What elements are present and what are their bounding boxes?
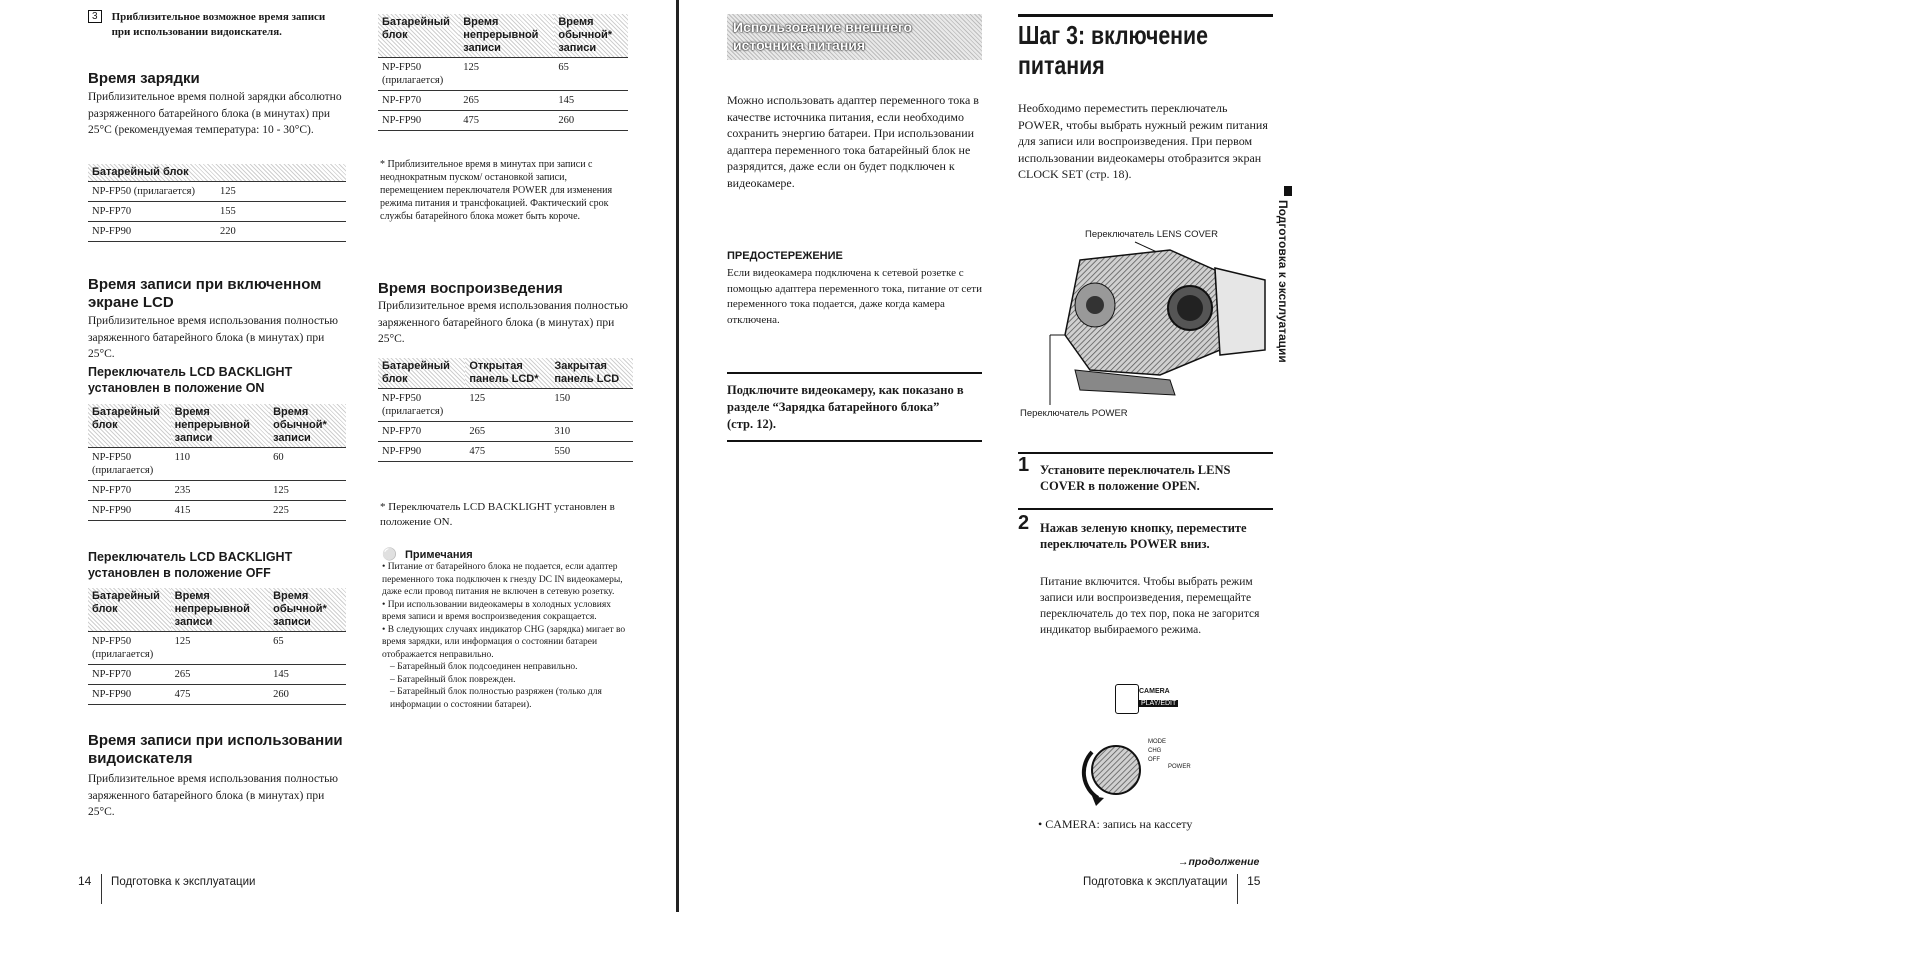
- mode-indicator-illustration: [1115, 684, 1195, 718]
- page-gutter: [676, 0, 679, 912]
- step3-text: Необходимо переместить переключатель POWER, чтобы выбрать нужный режим питания для записи или воспроизведения. При первом использовании видеокамеры отобразится экран CLOCK SET (стр. 18).: [1018, 101, 1268, 181]
- divider: [727, 372, 982, 374]
- table-row: NP-FP90 475 260: [378, 111, 628, 131]
- table-row: NP-FP50 (прилагается) 110 60: [88, 448, 346, 481]
- power-dial-illustration: [1078, 732, 1153, 807]
- right-footer-text: Подготовка к эксплуатации: [1083, 876, 1228, 888]
- lamp-icon: [1115, 684, 1139, 714]
- viewfinder-heading: Время записи при использовании видоискателя: [88, 732, 343, 767]
- table-row: NP-FP70 265 145: [88, 665, 346, 685]
- left-footer-text: Подготовка к эксплуатации: [111, 876, 256, 888]
- connect-text: Подключите видеокамеру, как показано в разделе “Зарядка батарейного блока” (стр. 12).: [727, 383, 964, 431]
- lcd-text: Приблизительное время использования полностью заряженного батарейного блока (в минутах) при 25°C.: [88, 315, 338, 360]
- mode-label: MODE: [1148, 739, 1166, 745]
- left-page-number: 14: [78, 874, 92, 888]
- note-subitem: – Батарейный блок подсоединен неправильно.: [390, 662, 578, 672]
- table-row: NP-FP90 475 550: [378, 442, 633, 462]
- notes-icon: ⚪: [382, 547, 397, 561]
- playback-footnote: * Переключатель LCD BACKLIGHT установлен в положение ON.: [380, 501, 615, 528]
- caution-heading: ПРЕДОСТЕРЕЖЕНИЕ: [727, 250, 843, 262]
- off-label: OFF: [1148, 757, 1160, 763]
- table-row: NP-FP70 265 145: [378, 91, 628, 111]
- dial-labels: [1148, 738, 1166, 765]
- table-row: NP-FP50 (прилагается) 125 65: [88, 632, 346, 665]
- viewfinder-footnote: * Приблизительное время в минутах при записи с неоднократным пуском/ остановкой записи, перемещением переключателя POWER для изменения режима питания и трансфокацией. Фактический срок службы батарейного блока может быть короче.: [380, 159, 613, 222]
- step1-text: Установите переключатель LENS COVER в положение OPEN.: [1040, 463, 1231, 493]
- power-dial-label: POWER: [1168, 764, 1191, 770]
- note-item: • При использовании видеокамеры в холодных условиях время записи и время воспроизведения сокращается.: [382, 599, 611, 622]
- camera-lamp-label: CAMERA: [1139, 688, 1170, 695]
- note-item: • В следующих случаях индикатор CHG (зарядка) мигает во время зарядки, или информация о состоянии батареи отображается неправильно.: [382, 624, 626, 660]
- divider: [727, 440, 982, 442]
- step2-detail: Питание включится. Чтобы выбрать режим записи или воспроизведения, перемещайте переключатель до тех пор, пока не загорится индикатор выбираемого режима.: [1040, 576, 1260, 636]
- chg-label: CHG: [1148, 748, 1162, 754]
- lcd-on-table: Батарейный блок Время непрерывной записи Время обычной* записи NP-FP50 (прилагается) 110 60 NP-FP70 235 125 NP-FP90 415 225: [88, 404, 346, 521]
- section3-header: [88, 10, 343, 40]
- left-footer: [78, 874, 255, 904]
- camera-bullet: • CAMERA: запись на кассету: [1038, 817, 1193, 831]
- side-tab-marker: [1284, 186, 1292, 196]
- lens-cover-label: Переключатель LENS COVER: [1085, 229, 1219, 240]
- power-label: Переключатель POWER: [1020, 408, 1128, 419]
- table-row: NP-FP90 475 260: [88, 685, 346, 705]
- section3-number: 3: [88, 10, 102, 23]
- viewfinder-table: Батарейный блок Время непрерывной записи Время обычной* записи NP-FP50 (прилагается) 125 65 NP-FP70 265 145 NP-FP90 475 260: [378, 14, 628, 131]
- table-row: NP-FP90 415 225: [88, 501, 346, 521]
- step2-number: 2: [1018, 512, 1030, 534]
- note-subitem: – Батарейный блок поврежден.: [390, 674, 516, 685]
- charging-heading: Время зарядки: [88, 70, 200, 87]
- lcd-off-heading: Переключатель LCD BACKLIGHT установлен в положение OFF: [88, 550, 293, 580]
- playedit-lamp-label: PLAY/EDIT: [1141, 700, 1177, 707]
- note-item: • Питание от батарейного блока не подается, если адаптер переменного тока подключен к гнезду DC IN видеокамеры, даже если провод питания не включен в сетевую розетку.: [382, 562, 623, 597]
- playback-text: Приблизительное время использования полностью заряженного батарейного блока (в минутах) при 25°C.: [378, 300, 628, 345]
- step3-title: Шаг 3: включение питания: [1018, 20, 1209, 80]
- divider: [1018, 452, 1273, 454]
- lcd-heading: Время записи при включенном экране LCD: [88, 276, 322, 311]
- continued-label: →продолжение: [1178, 856, 1260, 868]
- notes-heading: Примечания: [404, 549, 473, 561]
- external-power-banner: Использование внешнего источника питания: [727, 14, 982, 60]
- right-page-number: 15: [1247, 874, 1261, 888]
- step3-top-rule: [1018, 14, 1273, 17]
- side-tab: [1276, 200, 1300, 390]
- right-footer: [1083, 874, 1260, 904]
- playback-heading: Время воспроизведения: [378, 280, 563, 297]
- table-row: NP-FP70 265 310: [378, 422, 633, 442]
- notes-list: [382, 561, 634, 711]
- external-text: Можно использовать адаптер переменного тока в качестве источника питания, если необходимо сохранить энергию батареи. При использовании адаптера переменного тока батарейный блок не разрядится, даже если он будет подключен к видеокамере.: [727, 93, 979, 190]
- viewfinder-text: Приблизительное время использования полностью заряженного батарейного блока (в минутах) при 25°C.: [88, 773, 338, 818]
- section3-title: Приблизительное возможное время записи при использовании видоискателя.: [111, 11, 326, 38]
- table-row: NP-FP50 (прилагается) 125 65: [378, 58, 628, 91]
- step2-text: Нажав зеленую кнопку, переместите переключатель POWER вниз.: [1040, 521, 1247, 551]
- table-row: NP-FP70 235 125: [88, 481, 346, 501]
- camcorder-illustration: [1020, 240, 1270, 410]
- side-tab-text: Подготовка к эксплуатации: [1276, 200, 1290, 363]
- lcd-on-heading: Переключатель LCD BACKLIGHT установлен в положение ON: [88, 365, 293, 395]
- lcd-off-table: Батарейный блок Время непрерывной записи Время обычной* записи NP-FP50 (прилагается) 125 65 NP-FP70 265 145 NP-FP90 475 260: [88, 588, 346, 705]
- table-row: NP-FP70 155: [88, 202, 346, 222]
- charging-col-header: Батарейный блок: [88, 164, 346, 182]
- step1-number: 1: [1018, 454, 1030, 476]
- playback-table: Батарейный блок Открытая панель LCD* Закрытая панель LCD NP-FP50 (прилагается) 125 150 NP-FP70 265 310 NP-FP90 475 550: [378, 358, 633, 462]
- table-row: NP-FP50 (прилагается) 125 150: [378, 389, 633, 422]
- charging-table: [88, 164, 346, 242]
- charging-text: Приблизительное время полной зарядки абсолютно разряженного батарейного блока (в минутах) при 25°C (рекомендуемая температура: 10 - 30°C).: [88, 91, 342, 136]
- table-row: NP-FP90 220: [88, 222, 346, 242]
- note-subitem: – Батарейный блок полностью разряжен (только для информации о состоянии батареи).: [390, 687, 602, 710]
- table-row: NP-FP50 (прилагается) 125: [88, 182, 346, 202]
- caution-text: Если видеокамера подключена к сетевой розетке с помощью адаптера переменного тока, питание от сети переменного тока подается, даже когда камера отключена.: [727, 267, 983, 326]
- divider: [1018, 508, 1273, 510]
